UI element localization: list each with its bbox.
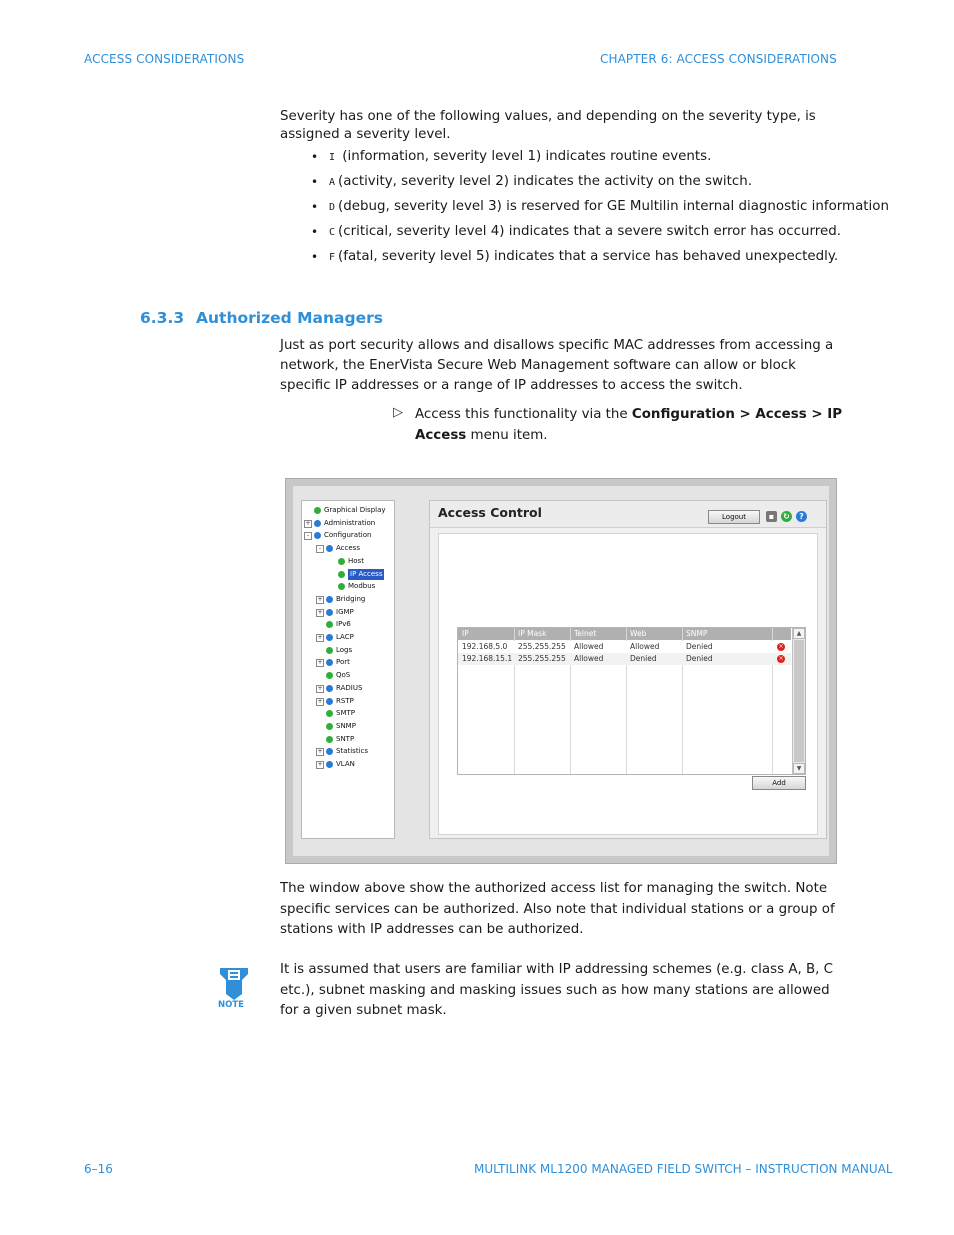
delete-icon[interactable]: ×	[778, 643, 784, 650]
folder-icon	[326, 761, 333, 768]
tree-item-label: Graphical Display	[324, 506, 386, 514]
tree-item-label: Statistics	[336, 747, 368, 756]
tree-item-label: QoS	[336, 671, 351, 680]
tree-item-label: LACP	[336, 633, 354, 641]
page-icon	[314, 507, 321, 514]
folder-icon	[326, 545, 333, 552]
page-number: 6–16	[84, 1162, 113, 1176]
tree-item-label: Access	[336, 544, 360, 553]
table-cell: Allowed	[574, 654, 604, 663]
delete-icon[interactable]: ×	[778, 655, 784, 662]
folder-icon	[314, 532, 321, 539]
severity-description: (information, severity level 1) indicates routine events.	[338, 149, 712, 164]
bullet-icon: •	[311, 200, 319, 214]
tree-item-label: Bridging	[336, 594, 366, 603]
collapse-icon[interactable]: -	[316, 545, 324, 553]
expand-icon[interactable]: +	[317, 608, 323, 616]
bullet-icon: •	[311, 175, 319, 189]
severity-code: F	[329, 252, 336, 263]
tree-item-label: Modbus	[348, 582, 376, 591]
tree-item-label: Host	[348, 556, 364, 565]
page-icon	[338, 571, 345, 578]
collapse-icon[interactable]: -	[304, 532, 312, 540]
note-label: NOTE	[218, 1000, 244, 1010]
expand-icon[interactable]: +	[317, 684, 323, 692]
scroll-up-icon[interactable]: ▲	[793, 628, 805, 639]
panel-title: Access Control	[438, 505, 542, 520]
page-icon	[326, 710, 333, 717]
note-text: It is assumed that users are familiar with IP addressing schemes (e.g. class A, B, C etc.), subnet masking and masking issues such as how many stations are allowed for a given subnet mask.	[280, 962, 834, 1018]
page-icon	[326, 647, 333, 654]
table-cell: Denied	[686, 642, 713, 651]
tree-item-label: SMTP	[336, 709, 355, 718]
add-button[interactable]: Add	[752, 776, 806, 790]
severity-description: (fatal, severity level 5) indicates that a service has behaved unexpectedly.	[338, 249, 839, 264]
tree-item-label: IGMP	[336, 607, 354, 616]
running-header-right: CHAPTER 6: ACCESS CONSIDERATIONS	[600, 52, 837, 66]
severity-item	[280, 198, 889, 223]
table-header	[458, 628, 791, 640]
running-header-left: ACCESS CONSIDERATIONS	[84, 52, 245, 66]
instruction-suffix: menu item.	[466, 428, 548, 443]
instruction-prefix: Access this functionality via the	[415, 407, 632, 422]
expand-icon[interactable]: +	[317, 595, 323, 603]
expand-icon[interactable]: +	[317, 634, 323, 641]
instruction-text	[415, 404, 845, 446]
scroll-down-icon[interactable]: ▼	[793, 763, 805, 774]
severity-item	[280, 148, 850, 173]
page-icon	[326, 672, 333, 679]
folder-icon	[326, 609, 333, 616]
page-icon	[338, 583, 345, 590]
tree-item-label: Configuration	[324, 531, 372, 540]
tree-item-label: VLAN	[336, 760, 355, 768]
tree-item-label: RADIUS	[336, 683, 363, 692]
main-panel	[429, 500, 827, 839]
logout-button[interactable]: Logout	[708, 510, 760, 524]
expand-icon[interactable]: +	[305, 519, 311, 527]
page-icon	[338, 558, 345, 565]
severity-description: (debug, severity level 3) is reserved for GE Multilin internal diagnostic information	[338, 199, 889, 214]
bullet-icon: •	[311, 150, 319, 164]
page-icon	[326, 736, 333, 743]
expand-icon[interactable]: +	[317, 748, 323, 756]
severity-code: I	[329, 152, 336, 163]
column-header[interactable]: SNMP	[686, 629, 708, 638]
tree-item-label: SNTP	[336, 734, 355, 743]
folder-icon	[326, 748, 333, 755]
arrow-icon: ▷	[393, 405, 403, 420]
scroll-thumb[interactable]	[794, 640, 804, 762]
severity-code: D	[329, 202, 336, 213]
folder-icon	[326, 634, 333, 641]
table-cell: Allowed	[630, 642, 660, 651]
paragraph-after-figure: The window above show the authorized access list for managing the switch. Note specific services can be authorized. Also note that individual stations or a group of stations with IP addresses can be authorized.	[280, 881, 835, 937]
severity-code: C	[329, 227, 336, 238]
severity-description: (activity, severity level 2) indicates the activity on the switch.	[338, 174, 752, 189]
tree-item-label: IPv6	[336, 620, 351, 629]
screenshot-figure	[285, 478, 837, 864]
page-icon	[326, 723, 333, 730]
table-cell: 192.168.15.1	[462, 654, 513, 663]
table-scrollbar[interactable]	[792, 628, 805, 774]
table-cell: Denied	[686, 654, 713, 663]
panel-header	[430, 501, 826, 528]
expand-icon[interactable]: +	[317, 761, 323, 768]
page-icon	[326, 621, 333, 628]
folder-icon	[326, 659, 333, 666]
section-number: 6.3.3	[140, 309, 185, 327]
intro-paragraph: Severity has one of the following values, and depending on the severity type, is assigned a severity level.	[280, 109, 816, 142]
severity-item	[280, 223, 850, 248]
severity-description: (critical, severity level 4) indicates that a severe switch error has occurred.	[338, 224, 841, 239]
app-window	[293, 486, 829, 856]
tree-item-label: RSTP	[336, 696, 354, 705]
tree-item-label: IP Access	[350, 569, 383, 578]
menu-path: Configuration > Access > IP Access	[415, 407, 843, 443]
expand-icon[interactable]: +	[317, 659, 323, 667]
column-header[interactable]: Web	[630, 629, 647, 638]
navigation-tree	[301, 500, 395, 839]
folder-icon	[314, 520, 321, 527]
table-cell: Allowed	[574, 642, 604, 651]
tree-item-label: Logs	[336, 645, 353, 654]
severity-code: A	[329, 177, 336, 188]
section-title: Authorized Managers	[196, 309, 383, 327]
severity-item	[280, 173, 850, 198]
table-row[interactable]	[458, 641, 791, 653]
save-icon[interactable]: ▪	[766, 511, 777, 522]
column-header[interactable]: IP Mask	[518, 629, 547, 638]
column-header[interactable]: IP	[462, 629, 469, 638]
panel-body	[438, 533, 818, 835]
manual-title: MULTILINK ML1200 MANAGED FIELD SWITCH – INSTRUCTION MANUAL	[474, 1162, 893, 1176]
folder-icon	[326, 698, 333, 705]
table-cell: Denied	[630, 654, 657, 663]
bullet-icon: •	[311, 225, 319, 239]
table-cell: 255.255.255	[518, 642, 566, 651]
expand-icon[interactable]: +	[317, 697, 323, 705]
table-cell: 255.255.255	[518, 654, 566, 663]
table-cell: 192.168.5.0	[462, 642, 508, 651]
severity-list	[280, 148, 889, 273]
severity-item	[280, 248, 850, 273]
folder-icon	[326, 685, 333, 692]
bullet-icon: •	[311, 250, 319, 264]
access-table	[457, 627, 806, 775]
tree-item-label: SNMP	[336, 721, 356, 730]
help-icon[interactable]: ?	[796, 511, 807, 522]
tree-item-label: Administration	[324, 518, 376, 527]
section-paragraph: Just as port security allows and disallows specific MAC addresses from accessing a network, the EnerVista Secure Web Management software can allow or block specific IP addresses or a range of IP addresses to access the switch.	[280, 338, 834, 393]
column-header[interactable]: Telnet	[574, 629, 597, 638]
refresh-icon[interactable]: ↻	[781, 511, 792, 522]
tree-item-label: Port	[336, 658, 350, 667]
folder-icon	[326, 596, 333, 603]
